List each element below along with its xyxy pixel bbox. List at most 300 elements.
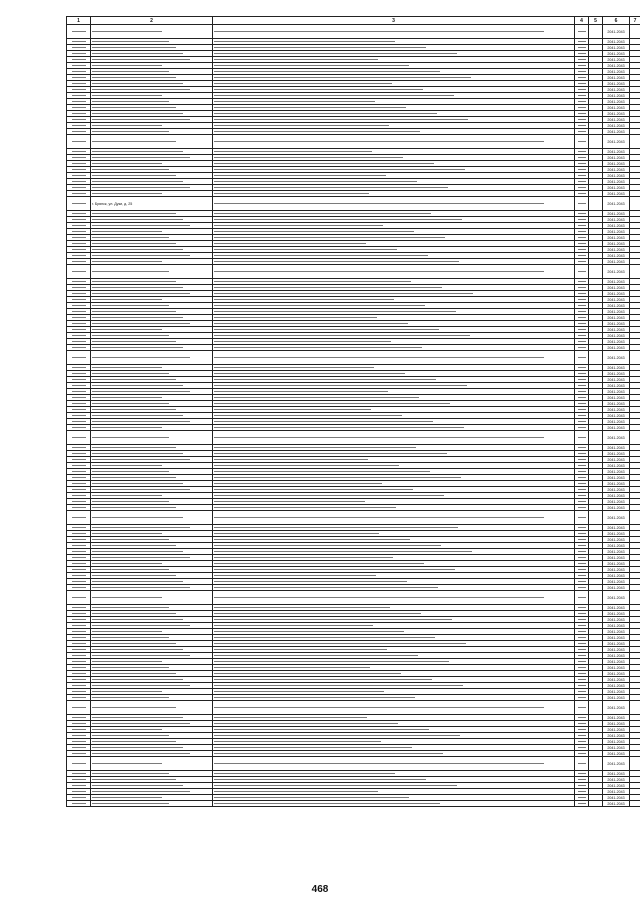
illegible-text-placeholder bbox=[214, 219, 462, 221]
illegible-text-placeholder bbox=[578, 597, 586, 599]
period-cell: 2041-2043 bbox=[603, 279, 630, 285]
period-cell: 2041-2043 bbox=[603, 223, 630, 229]
row-number-cell bbox=[67, 135, 91, 149]
illegible-text-placeholder bbox=[92, 335, 169, 337]
illegible-text-placeholder bbox=[92, 631, 162, 633]
period-cell: 2041-2043 bbox=[603, 247, 630, 253]
period-cell: 2041-2043 bbox=[603, 499, 630, 505]
illegible-text-placeholder bbox=[214, 169, 465, 171]
illegible-text-placeholder bbox=[92, 373, 169, 375]
illegible-text-placeholder bbox=[72, 409, 86, 411]
year-cell bbox=[575, 757, 589, 771]
illegible-text-placeholder bbox=[72, 119, 86, 121]
period-cell: 2041-2043 bbox=[603, 653, 630, 659]
table-row bbox=[67, 801, 640, 807]
illegible-text-placeholder bbox=[72, 187, 86, 189]
illegible-text-placeholder bbox=[214, 723, 398, 725]
year-cell bbox=[575, 511, 589, 525]
illegible-text-placeholder bbox=[92, 403, 169, 405]
illegible-text-placeholder bbox=[578, 107, 586, 109]
illegible-text-placeholder bbox=[92, 287, 183, 289]
illegible-text-placeholder bbox=[214, 797, 409, 799]
illegible-text-placeholder bbox=[92, 59, 190, 61]
illegible-text-placeholder bbox=[214, 317, 377, 319]
table-row bbox=[67, 431, 640, 445]
period-cell: 2041-2043 bbox=[603, 475, 630, 481]
illegible-text-placeholder bbox=[214, 649, 387, 651]
period-cell: 2041-2043 bbox=[603, 617, 630, 623]
illegible-text-placeholder bbox=[578, 397, 586, 399]
illegible-text-placeholder bbox=[578, 175, 586, 177]
illegible-text-placeholder bbox=[214, 437, 544, 439]
illegible-text-placeholder bbox=[72, 317, 86, 319]
illegible-text-placeholder bbox=[214, 89, 423, 91]
period-cell: 2041-2043 bbox=[603, 135, 630, 149]
illegible-text-placeholder bbox=[92, 697, 169, 699]
illegible-text-placeholder bbox=[72, 453, 86, 455]
illegible-text-placeholder bbox=[72, 367, 86, 369]
illegible-text-placeholder bbox=[72, 157, 86, 159]
illegible-text-placeholder bbox=[92, 661, 162, 663]
table-row bbox=[67, 511, 640, 525]
illegible-text-placeholder bbox=[214, 323, 408, 325]
col-header-7: 7 bbox=[630, 17, 640, 25]
illegible-text-placeholder bbox=[92, 41, 169, 43]
illegible-text-placeholder bbox=[92, 539, 169, 541]
period-cell: 2041-2043 bbox=[603, 395, 630, 401]
illegible-text-placeholder bbox=[92, 323, 190, 325]
illegible-text-placeholder bbox=[72, 747, 86, 749]
period-cell: 2041-2043 bbox=[603, 677, 630, 683]
illegible-text-placeholder bbox=[92, 679, 183, 681]
illegible-text-placeholder bbox=[92, 53, 183, 55]
illegible-text-placeholder bbox=[92, 619, 183, 621]
illegible-text-placeholder bbox=[72, 489, 86, 491]
period-cell: 2041-2043 bbox=[603, 39, 630, 45]
work-description-cell bbox=[213, 801, 575, 807]
period-cell: 2041-2043 bbox=[603, 99, 630, 105]
illegible-text-placeholder bbox=[578, 459, 586, 461]
address-cell bbox=[91, 701, 213, 715]
illegible-text-placeholder bbox=[92, 551, 183, 553]
period-cell: 2041-2043 bbox=[603, 105, 630, 111]
illegible-text-placeholder bbox=[72, 335, 86, 337]
illegible-text-placeholder bbox=[214, 785, 457, 787]
illegible-text-placeholder bbox=[214, 539, 410, 541]
illegible-text-placeholder bbox=[72, 329, 86, 331]
year-cell bbox=[575, 197, 589, 211]
illegible-text-placeholder bbox=[92, 347, 183, 349]
illegible-text-placeholder bbox=[92, 157, 190, 159]
illegible-text-placeholder bbox=[72, 613, 86, 615]
illegible-text-placeholder bbox=[214, 597, 544, 599]
illegible-text-placeholder bbox=[72, 763, 86, 765]
table-row bbox=[67, 25, 640, 39]
empty-cell bbox=[589, 351, 603, 365]
period-cell: 2041-2043 bbox=[603, 315, 630, 321]
illegible-text-placeholder bbox=[92, 545, 176, 547]
illegible-text-placeholder bbox=[578, 379, 586, 381]
illegible-text-placeholder bbox=[578, 357, 586, 359]
period-cell: 2041-2043 bbox=[603, 801, 630, 807]
illegible-text-placeholder bbox=[214, 225, 383, 227]
illegible-text-placeholder bbox=[72, 557, 86, 559]
col-header-5: 5 bbox=[589, 17, 603, 25]
illegible-text-placeholder bbox=[72, 575, 86, 577]
period-cell: 2041-2043 bbox=[603, 229, 630, 235]
illegible-text-placeholder bbox=[72, 219, 86, 221]
illegible-text-placeholder bbox=[214, 77, 471, 79]
illegible-text-placeholder bbox=[72, 691, 86, 693]
illegible-text-placeholder bbox=[72, 679, 86, 681]
illegible-text-placeholder bbox=[214, 231, 414, 233]
illegible-text-placeholder bbox=[92, 385, 183, 387]
illegible-text-placeholder bbox=[92, 563, 162, 565]
illegible-text-placeholder bbox=[578, 735, 586, 737]
period-cell: 2041-2043 bbox=[603, 531, 630, 537]
work-description-cell bbox=[213, 757, 575, 771]
illegible-text-placeholder bbox=[578, 151, 586, 153]
illegible-text-placeholder bbox=[92, 735, 169, 737]
illegible-text-placeholder bbox=[92, 489, 190, 491]
illegible-text-placeholder bbox=[578, 53, 586, 55]
illegible-text-placeholder bbox=[92, 231, 162, 233]
period-cell: 2041-2043 bbox=[603, 493, 630, 499]
illegible-text-placeholder bbox=[214, 107, 406, 109]
illegible-text-placeholder bbox=[92, 569, 169, 571]
illegible-text-placeholder bbox=[72, 539, 86, 541]
illegible-text-placeholder bbox=[92, 193, 162, 195]
illegible-text-placeholder bbox=[92, 691, 162, 693]
illegible-text-placeholder bbox=[72, 391, 86, 393]
illegible-text-placeholder bbox=[578, 113, 586, 115]
illegible-text-placeholder bbox=[72, 427, 86, 429]
period-cell: 2041-2043 bbox=[603, 635, 630, 641]
illegible-text-placeholder bbox=[92, 225, 190, 227]
illegible-text-placeholder bbox=[92, 293, 190, 295]
year-cell bbox=[575, 135, 589, 149]
table-row bbox=[67, 351, 640, 365]
illegible-text-placeholder bbox=[214, 477, 461, 479]
period-cell: 2041-2043 bbox=[603, 457, 630, 463]
illegible-text-placeholder bbox=[72, 723, 86, 725]
illegible-text-placeholder bbox=[92, 379, 176, 381]
illegible-text-placeholder bbox=[578, 581, 586, 583]
illegible-text-placeholder bbox=[72, 447, 86, 449]
illegible-text-placeholder bbox=[578, 785, 586, 787]
empty-cell bbox=[589, 25, 603, 39]
row-number-cell bbox=[67, 591, 91, 605]
illegible-text-placeholder bbox=[214, 293, 473, 295]
illegible-text-placeholder bbox=[578, 83, 586, 85]
illegible-text-placeholder bbox=[92, 141, 176, 143]
year-cell bbox=[575, 431, 589, 445]
period-cell: 2041-2043 bbox=[603, 579, 630, 585]
empty-cell bbox=[589, 431, 603, 445]
illegible-text-placeholder bbox=[92, 357, 190, 359]
illegible-text-placeholder bbox=[578, 607, 586, 609]
illegible-text-placeholder bbox=[72, 47, 86, 49]
illegible-text-placeholder bbox=[72, 357, 86, 359]
illegible-text-placeholder bbox=[72, 501, 86, 503]
row-number-cell bbox=[67, 25, 91, 39]
illegible-text-placeholder bbox=[92, 803, 169, 805]
illegible-text-placeholder bbox=[92, 367, 162, 369]
illegible-text-placeholder bbox=[578, 495, 586, 497]
illegible-text-placeholder bbox=[92, 773, 169, 775]
illegible-text-placeholder bbox=[214, 643, 466, 645]
illegible-text-placeholder bbox=[72, 483, 86, 485]
illegible-text-placeholder bbox=[214, 299, 394, 301]
illegible-text-placeholder bbox=[72, 225, 86, 227]
illegible-text-placeholder bbox=[578, 237, 586, 239]
period-cell: 2041-2043 bbox=[603, 689, 630, 695]
illegible-text-placeholder bbox=[578, 613, 586, 615]
illegible-text-placeholder bbox=[92, 187, 190, 189]
illegible-text-placeholder bbox=[214, 203, 544, 205]
illegible-text-placeholder bbox=[214, 287, 442, 289]
empty-cell bbox=[589, 701, 603, 715]
illegible-text-placeholder bbox=[214, 625, 373, 627]
period-cell: 2041-2043 bbox=[603, 665, 630, 671]
table-row bbox=[67, 265, 640, 279]
illegible-text-placeholder bbox=[92, 465, 162, 467]
period-cell: 2041-2043 bbox=[603, 69, 630, 75]
illegible-text-placeholder bbox=[578, 637, 586, 639]
illegible-text-placeholder bbox=[92, 753, 190, 755]
illegible-text-placeholder bbox=[72, 385, 86, 387]
period-cell: 2041-2043 bbox=[603, 161, 630, 167]
illegible-text-placeholder bbox=[92, 415, 183, 417]
illegible-text-placeholder bbox=[72, 655, 86, 657]
illegible-text-placeholder bbox=[92, 47, 176, 49]
period-cell: 2041-2043 bbox=[603, 733, 630, 739]
illegible-text-placeholder bbox=[92, 527, 190, 529]
illegible-text-placeholder bbox=[72, 673, 86, 675]
illegible-text-placeholder bbox=[72, 569, 86, 571]
illegible-text-placeholder bbox=[72, 625, 86, 627]
illegible-text-placeholder bbox=[72, 649, 86, 651]
col-header-1: 1 bbox=[67, 17, 91, 25]
illegible-text-placeholder bbox=[578, 169, 586, 171]
illegible-text-placeholder bbox=[578, 803, 586, 805]
illegible-text-placeholder bbox=[214, 397, 419, 399]
illegible-text-placeholder bbox=[578, 527, 586, 529]
illegible-text-placeholder bbox=[72, 141, 86, 143]
illegible-text-placeholder bbox=[578, 287, 586, 289]
illegible-text-placeholder bbox=[578, 47, 586, 49]
illegible-text-placeholder bbox=[92, 495, 162, 497]
illegible-text-placeholder bbox=[92, 741, 176, 743]
illegible-text-placeholder bbox=[92, 213, 176, 215]
illegible-text-placeholder bbox=[72, 667, 86, 669]
empty-cell bbox=[630, 757, 640, 771]
illegible-text-placeholder bbox=[72, 587, 86, 589]
illegible-text-placeholder bbox=[214, 249, 397, 251]
illegible-text-placeholder bbox=[92, 299, 162, 301]
illegible-text-placeholder bbox=[214, 53, 457, 55]
illegible-text-placeholder bbox=[92, 673, 176, 675]
illegible-text-placeholder bbox=[214, 119, 468, 121]
illegible-text-placeholder bbox=[214, 717, 367, 719]
illegible-text-placeholder bbox=[214, 41, 395, 43]
illegible-text-placeholder bbox=[72, 379, 86, 381]
illegible-text-placeholder bbox=[92, 341, 176, 343]
illegible-text-placeholder bbox=[214, 335, 470, 337]
period-cell: 2041-2043 bbox=[603, 777, 630, 783]
period-cell: 2041-2043 bbox=[603, 591, 630, 605]
illegible-text-placeholder bbox=[578, 557, 586, 559]
illegible-text-placeholder bbox=[578, 243, 586, 245]
illegible-text-placeholder bbox=[72, 65, 86, 67]
illegible-text-placeholder bbox=[214, 281, 411, 283]
illegible-text-placeholder bbox=[214, 465, 399, 467]
table-row bbox=[67, 701, 640, 715]
illegible-text-placeholder bbox=[92, 763, 162, 765]
illegible-text-placeholder bbox=[214, 753, 443, 755]
illegible-text-placeholder bbox=[214, 697, 415, 699]
period-cell: 2041-2043 bbox=[603, 75, 630, 81]
illegible-text-placeholder bbox=[578, 373, 586, 375]
illegible-text-placeholder bbox=[214, 409, 371, 411]
period-cell: 2041-2043 bbox=[603, 25, 630, 39]
illegible-text-placeholder bbox=[92, 785, 183, 787]
illegible-text-placeholder bbox=[578, 329, 586, 331]
year-cell bbox=[575, 351, 589, 365]
illegible-text-placeholder bbox=[92, 427, 162, 429]
illegible-text-placeholder bbox=[72, 643, 86, 645]
illegible-text-placeholder bbox=[578, 385, 586, 387]
work-description-cell bbox=[213, 351, 575, 365]
col-header-3: 3 bbox=[213, 17, 575, 25]
table-row bbox=[67, 197, 640, 211]
illegible-text-placeholder bbox=[92, 649, 183, 651]
illegible-text-placeholder bbox=[578, 317, 586, 319]
illegible-text-placeholder bbox=[92, 557, 190, 559]
period-cell: 2041-2043 bbox=[603, 297, 630, 303]
illegible-text-placeholder bbox=[214, 735, 460, 737]
illegible-text-placeholder bbox=[214, 607, 390, 609]
period-cell: 2041-2043 bbox=[603, 715, 630, 721]
illegible-text-placeholder bbox=[72, 773, 86, 775]
illegible-text-placeholder bbox=[92, 119, 190, 121]
illegible-text-placeholder bbox=[578, 409, 586, 411]
illegible-text-placeholder bbox=[578, 367, 586, 369]
illegible-text-placeholder bbox=[578, 465, 586, 467]
illegible-text-placeholder bbox=[72, 249, 86, 251]
illegible-text-placeholder bbox=[72, 237, 86, 239]
period-cell: 2041-2043 bbox=[603, 425, 630, 431]
illegible-text-placeholder bbox=[72, 293, 86, 295]
period-cell: 2041-2043 bbox=[603, 191, 630, 197]
row-number-cell bbox=[67, 757, 91, 771]
illegible-text-placeholder bbox=[214, 637, 435, 639]
illegible-text-placeholder bbox=[578, 797, 586, 799]
empty-cell bbox=[630, 135, 640, 149]
illegible-text-placeholder bbox=[214, 47, 426, 49]
row-number-cell bbox=[67, 265, 91, 279]
illegible-text-placeholder bbox=[92, 151, 183, 153]
period-cell: 2041-2043 bbox=[603, 487, 630, 493]
works-table bbox=[66, 16, 640, 807]
illegible-text-placeholder bbox=[214, 517, 544, 519]
illegible-text-placeholder bbox=[214, 471, 430, 473]
period-cell: 2041-2043 bbox=[603, 321, 630, 327]
illegible-text-placeholder bbox=[92, 261, 162, 263]
illegible-text-placeholder bbox=[214, 65, 409, 67]
illegible-text-placeholder bbox=[92, 655, 190, 657]
illegible-text-placeholder bbox=[72, 697, 86, 699]
illegible-text-placeholder bbox=[72, 151, 86, 153]
period-cell: 2041-2043 bbox=[603, 155, 630, 161]
illegible-text-placeholder bbox=[214, 113, 437, 115]
period-cell: 2041-2043 bbox=[603, 611, 630, 617]
empty-cell bbox=[630, 511, 640, 525]
empty-cell bbox=[630, 591, 640, 605]
row-number-cell bbox=[67, 431, 91, 445]
work-description-cell bbox=[213, 265, 575, 279]
illegible-text-placeholder bbox=[72, 619, 86, 621]
table-row bbox=[67, 135, 640, 149]
period-cell: 2041-2043 bbox=[603, 51, 630, 57]
illegible-text-placeholder bbox=[578, 71, 586, 73]
illegible-text-placeholder bbox=[72, 181, 86, 183]
period-cell: 2041-2043 bbox=[603, 671, 630, 677]
address-cell bbox=[91, 135, 213, 149]
period-cell: 2041-2043 bbox=[603, 795, 630, 801]
illegible-text-placeholder bbox=[92, 471, 169, 473]
illegible-text-placeholder bbox=[214, 679, 432, 681]
illegible-text-placeholder bbox=[214, 255, 428, 257]
period-cell: 2041-2043 bbox=[603, 117, 630, 123]
illegible-text-placeholder bbox=[214, 59, 378, 61]
period-cell: 2041-2043 bbox=[603, 721, 630, 727]
illegible-text-placeholder bbox=[578, 453, 586, 455]
illegible-text-placeholder bbox=[92, 101, 169, 103]
illegible-text-placeholder bbox=[214, 403, 450, 405]
year-cell bbox=[575, 701, 589, 715]
illegible-text-placeholder bbox=[214, 691, 384, 693]
illegible-text-placeholder bbox=[214, 489, 413, 491]
illegible-text-placeholder bbox=[214, 459, 368, 461]
period-cell: 2041-2043 bbox=[603, 401, 630, 407]
illegible-text-placeholder bbox=[72, 717, 86, 719]
period-cell: 2041-2043 bbox=[603, 211, 630, 217]
address-cell bbox=[91, 801, 213, 807]
period-cell: 2041-2043 bbox=[603, 167, 630, 173]
illegible-text-placeholder bbox=[578, 763, 586, 765]
illegible-text-placeholder bbox=[214, 667, 370, 669]
illegible-text-placeholder bbox=[72, 243, 86, 245]
period-cell: 2041-2043 bbox=[603, 701, 630, 715]
empty-cell bbox=[630, 431, 640, 445]
illegible-text-placeholder bbox=[72, 791, 86, 793]
period-cell: 2041-2043 bbox=[603, 481, 630, 487]
illegible-text-placeholder bbox=[578, 225, 586, 227]
illegible-text-placeholder bbox=[578, 697, 586, 699]
period-cell: 2041-2043 bbox=[603, 549, 630, 555]
illegible-text-placeholder bbox=[72, 59, 86, 61]
illegible-text-placeholder bbox=[214, 685, 463, 687]
illegible-text-placeholder bbox=[214, 385, 467, 387]
illegible-text-placeholder bbox=[92, 71, 169, 73]
illegible-text-placeholder bbox=[92, 237, 169, 239]
table-header-row bbox=[67, 17, 640, 25]
illegible-text-placeholder bbox=[578, 631, 586, 633]
period-cell: 2041-2043 bbox=[603, 81, 630, 87]
illegible-text-placeholder bbox=[92, 281, 176, 283]
illegible-text-placeholder bbox=[214, 575, 376, 577]
